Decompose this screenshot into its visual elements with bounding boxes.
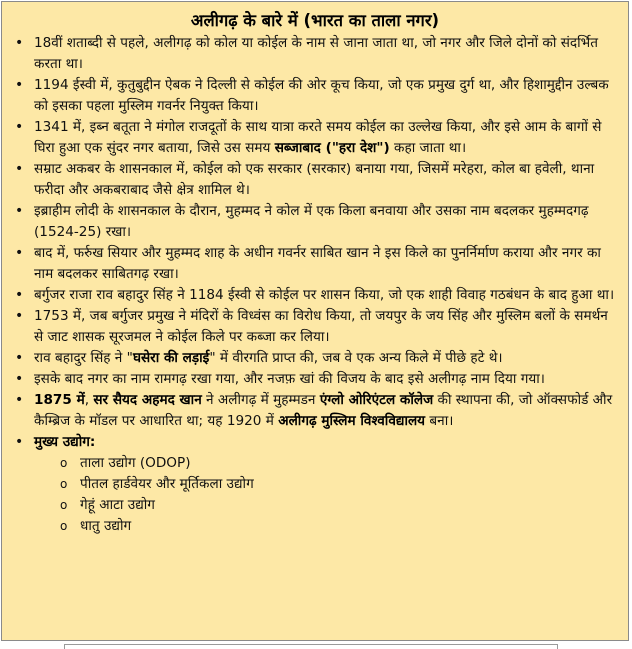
- industry-item: o धातु उद्योग: [60, 516, 620, 537]
- industry-item: o गेहूं आटा उद्योग: [60, 495, 620, 516]
- circle-bullet-icon: o: [60, 498, 68, 512]
- page-title: अलीगढ़ के बारे में (भारत का ताला नगर): [190, 11, 440, 30]
- highlight-battle: घसेरा की लड़ाई: [132, 350, 210, 366]
- highlight-founder: सर सैयद अहमद खान: [93, 392, 202, 408]
- highlight-college: एंग्लो ओरिएंटल कॉलेज: [319, 392, 434, 408]
- list-item: • बर्गुजर राजा राव बहादुर सिंह ने 1184 ईस्वी से कोईल पर शासन किया, जो एक शाही विवाह गठबंधन के बाद हुआ था।: [12, 285, 620, 306]
- bullet-icon: •: [15, 434, 24, 450]
- list-item: • 18वीं शताब्दी से पहले, अलीगढ़ को कोल या कोईल के नाम से जाना जाता था, जो नगर और जिले दोनों को संदर्भित करता था।: [15, 35, 598, 72]
- info-card: [1, 1, 629, 641]
- highlight-year: 1875 में: [34, 392, 85, 408]
- bullet-icon: •: [15, 77, 24, 93]
- facts-list: [2, 33, 628, 537]
- bullet-icon: •: [15, 245, 24, 261]
- industries-list: [34, 453, 620, 537]
- bullet-icon: •: [15, 35, 24, 51]
- bullet-icon: •: [15, 203, 24, 219]
- bullet-icon: •: [15, 371, 24, 387]
- industries-heading: मुख्य उद्योग:: [34, 434, 96, 450]
- circle-bullet-icon: o: [60, 477, 68, 491]
- highlight-university: अलीगढ़ मुस्लिम विश्वविद्यालय: [278, 413, 426, 429]
- list-item: • 1341 में, इब्न बतूता ने मंगोल राजदूतों के साथ यात्रा करते समय कोईल का उल्लेख किया, और इसे आम के बागों से घिरा हुआ एक सुंदर नगर बताया, जिसे उस समय सब्जाबाद ("हरा देश") कहा जाता था।: [15, 119, 602, 156]
- list-item: • इसके बाद नगर का नाम रामगढ़ रखा गया, और नजफ़ खां की विजय के बाद इसे अलीगढ़ नाम दिया गया।: [12, 369, 620, 390]
- circle-bullet-icon: o: [60, 456, 68, 470]
- circle-bullet-icon: o: [60, 519, 68, 533]
- list-item: • सम्राट अकबर के शासनकाल में, कोईल को एक सरकार (सरकार) बनाया गया, जिसमें मरेहरा, कोल बा हवेली, थाना फरीदा और अकबराबाद जैसे क्षेत्र शामिल थे।: [15, 161, 595, 198]
- bullet-icon: •: [15, 350, 24, 366]
- highlight-sabjabad: सब्जाबाद ("हरा देश"): [274, 140, 390, 156]
- list-item: • 1194 ईस्वी में, कुतुबुद्दीन ऐबक ने दिल्ली से कोईल की ओर कूच किया, जो एक प्रमुख दुर्ग था, और हिशामुद्दीन उल्बक को इसका पहला मुस्लिम गवर्नर नियुक्त किया।: [15, 77, 609, 114]
- bullet-icon: •: [15, 287, 24, 303]
- bullet-icon: •: [15, 119, 24, 135]
- horizontal-scrollbar[interactable]: [64, 644, 558, 649]
- list-item: • बाद में, फर्रुख सियार और मुहम्मद शाह के अधीन गवर्नर साबित खान ने इस किले का पुनर्निर्माण कराया और नगर का नाम बदलकर साबितगढ़ रखा।: [15, 245, 601, 282]
- list-item: • इब्राहीम लोदी के शासनकाल के दौरान, मुहम्मद ने कोल में एक किला बनवाया और उसका नाम बदलकर मुहम्मदगढ़ (1524-25) रखा।: [15, 203, 589, 240]
- industry-item: o पीतल हार्डवेयर और मूर्तिकला उद्योग: [60, 474, 620, 495]
- list-item: • 1875 में, सर सैयद अहमद खान ने अलीगढ़ में मुहम्मडन एंग्लो ओरिएंटल कॉलेज की स्थापना की, जो ऑक्सफोर्ड और कैम्ब्रिज के मॉडल पर आधारित था; यह 1920 में अलीगढ़ मुस्लिम विश्वविद्यालय बना।: [15, 392, 613, 429]
- industry-item: o ताला उद्योग (ODOP): [60, 453, 620, 474]
- bullet-icon: •: [15, 308, 24, 324]
- list-item: [12, 432, 620, 537]
- list-item: • राव बहादुर सिंह ने "घसेरा की लड़ाई" में वीरगति प्राप्त की, जब वे एक अन्य किले में पीछे हटे थे।: [12, 348, 620, 369]
- bullet-icon: •: [15, 161, 24, 177]
- bullet-icon: •: [15, 392, 24, 408]
- list-item: • 1753 में, जब बर्गुजर प्रमुख ने मंदिरों के विध्वंस का विरोध किया, तो जयपुर के जय सिंह और मुस्लिम बलों के समर्थन से जाट शासक सूरजमल ने कोईल किले पर कब्जा कर लिया।: [15, 308, 608, 345]
